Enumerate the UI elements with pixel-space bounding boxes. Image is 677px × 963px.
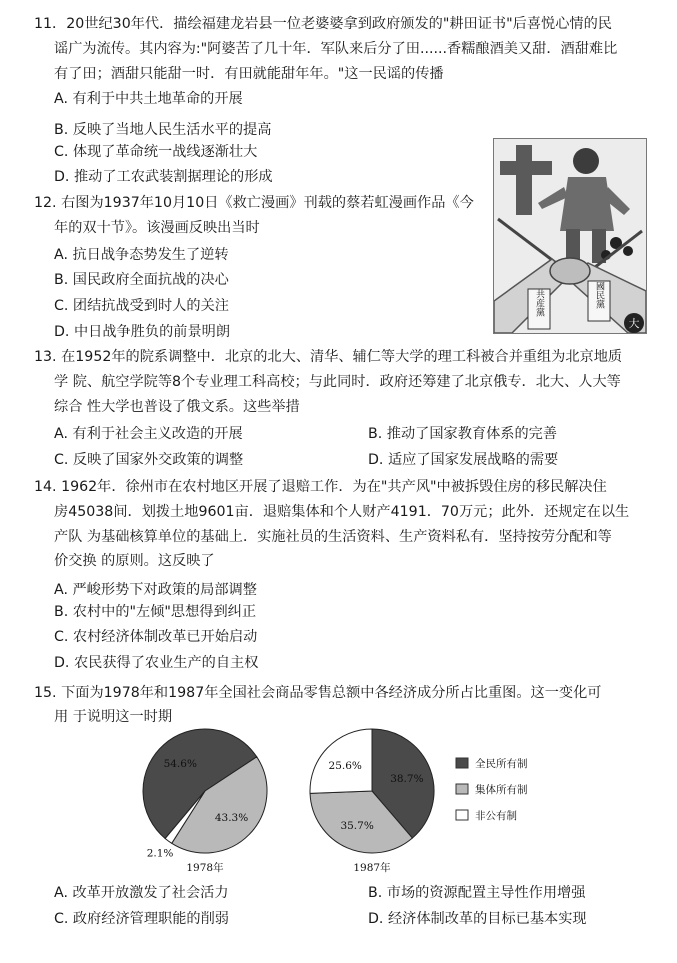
q12-option-a[interactable]: A. 抗日战争态势发生了逆转 bbox=[54, 247, 229, 263]
q13-option-d[interactable]: D. 适应了国家发展战略的需要 bbox=[368, 452, 559, 468]
legend-label-non-public: 非公有制 bbox=[475, 810, 517, 822]
pie-charts bbox=[140, 725, 560, 880]
pie-value-label-1978-collective: 43.3% bbox=[214, 812, 249, 825]
q15-option-b[interactable]: B. 市场的资源配置主导性作用增强 bbox=[368, 885, 586, 901]
q14-option-d[interactable]: D. 农民获得了农业生产的自主权 bbox=[54, 655, 259, 671]
q13-stem-line-2: 学 院、航空学院等8个专业理工科高校；与此同时．政府还筹建了北京俄专．北大、人大等 bbox=[54, 374, 621, 390]
q14-stem-line-3: 产队 为基础核算单位的基础上．实施社员的生活资料、生产资料私有．坚持按劳分配和等 bbox=[54, 529, 612, 545]
pie-value-label-1987-non-public: 25.6% bbox=[328, 760, 362, 773]
q13-option-c[interactable]: C. 反映了国家外交政策的调整 bbox=[54, 452, 244, 468]
q15-stem-line-2: 用 于说明这一时期 bbox=[54, 709, 173, 725]
pie-1987 bbox=[310, 729, 434, 853]
legend-swatch-state-owned bbox=[456, 758, 468, 768]
q12-stem-line-2: 年的双十节》。该漫画反映出当时 bbox=[54, 220, 260, 236]
q12-option-c[interactable]: C. 团结抗战受到时人的关注 bbox=[54, 298, 229, 314]
year-label-1987: 1987年 bbox=[353, 862, 391, 874]
q14-stem-line-1: 14. 1962年．徐州市在农村地区开展了退赔工作．为在"共产风"中被拆毁住房的移民解决住 bbox=[34, 479, 607, 495]
q15-stem-line-1: 15. 下面为1978年和1987年全国社会商品零售总额中各经济成分所占比重图。这一变化可 bbox=[34, 685, 602, 701]
year-label-1978: 1978年 bbox=[186, 862, 224, 874]
q13-option-b[interactable]: B. 推动了国家教育体系的完善 bbox=[368, 426, 558, 442]
q14-stem-line-2: 房45038间．划拨土地9601亩．退赔集体和个人财产4191．70万元；此外．还规定在以生 bbox=[54, 504, 630, 520]
q15-option-c[interactable]: C. 政府经济管理职能的削弱 bbox=[54, 911, 229, 927]
q11-stem-line-3: 有了田；酒甜只能甜一时．有田就能甜年年。"这一民谣的传播 bbox=[54, 66, 444, 82]
q11-option-d[interactable]: D. 推动了工农武装割据理论的形成 bbox=[54, 169, 273, 185]
q14-stem-line-4: 价交换 的原则。这反映了 bbox=[54, 553, 215, 569]
cartoon-illustration bbox=[493, 138, 647, 334]
q14-option-c[interactable]: C. 农村经济体制改革已开始启动 bbox=[54, 629, 258, 645]
pie-value-label-1978-state-owned: 54.6% bbox=[163, 758, 197, 771]
pie-value-label-1987-collective: 35.7% bbox=[340, 820, 374, 833]
q13-stem-line-1: 13. 在1952年的院系调整中．北京的北大、清华、辅仁等大学的理工科被合并重组为北京地质 bbox=[34, 349, 623, 365]
q11-stem-line-1: 11．20世纪30年代．描绘福建龙岩县一位老婆婆拿到政府颁发的"耕田证书"后喜悦心情的民 bbox=[34, 16, 612, 32]
cartoon-label-right: 國民黨 bbox=[594, 281, 604, 309]
q14-option-a[interactable]: A. 严峻形势下对政策的局部调整 bbox=[54, 582, 257, 598]
q13-stem-line-3: 综合 性大学也普设了俄文系。这些举措 bbox=[54, 399, 300, 415]
cartoon-label-left: 共産黨 bbox=[534, 289, 544, 317]
q15-option-d[interactable]: D. 经济体制改革的目标已基本实现 bbox=[368, 911, 587, 927]
q11-stem-line-2: 谣广为流传。其内容为:"阿婆苦了几十年．军队来后分了田......香糯酿酒美又甜．酒甜难比 bbox=[54, 41, 618, 57]
q13-option-a[interactable]: A. 有利于社会主义改造的开展 bbox=[54, 426, 243, 442]
legend-swatch-non-public bbox=[456, 810, 468, 820]
q11-option-c[interactable]: C. 体现了革命统一战线逐渐壮大 bbox=[54, 144, 258, 160]
q15-option-a[interactable]: A. 改革开放激发了社会活力 bbox=[54, 885, 229, 901]
q11-option-b[interactable]: B. 反映了当地人民生活水平的提高 bbox=[54, 122, 272, 138]
legend-label-state-owned: 全民所有制 bbox=[475, 758, 528, 770]
q12-option-b[interactable]: B. 国民政府全面抗战的决心 bbox=[54, 272, 229, 288]
pie-value-label-1978-non-public: 2.1% bbox=[146, 847, 174, 860]
legend-label-collective: 集体所有制 bbox=[475, 784, 528, 796]
cartoon-corner-char: 大 bbox=[628, 317, 640, 330]
q12-option-d[interactable]: D. 中日战争胜负的前景明朗 bbox=[54, 324, 231, 340]
q12-stem-line-1: 12. 右图为1937年10月10日《救亡漫画》刊载的蔡若虹漫画作品《今 bbox=[34, 195, 474, 211]
legend-swatch-collective bbox=[456, 784, 468, 794]
pie-value-label-1987-state-owned: 38.7% bbox=[390, 773, 424, 786]
q11-option-a[interactable]: A. 有利于中共土地革命的开展 bbox=[54, 91, 243, 107]
q14-option-b[interactable]: B. 农村中的"左倾"思想得到纠正 bbox=[54, 604, 257, 620]
pie-1978 bbox=[143, 729, 267, 859]
